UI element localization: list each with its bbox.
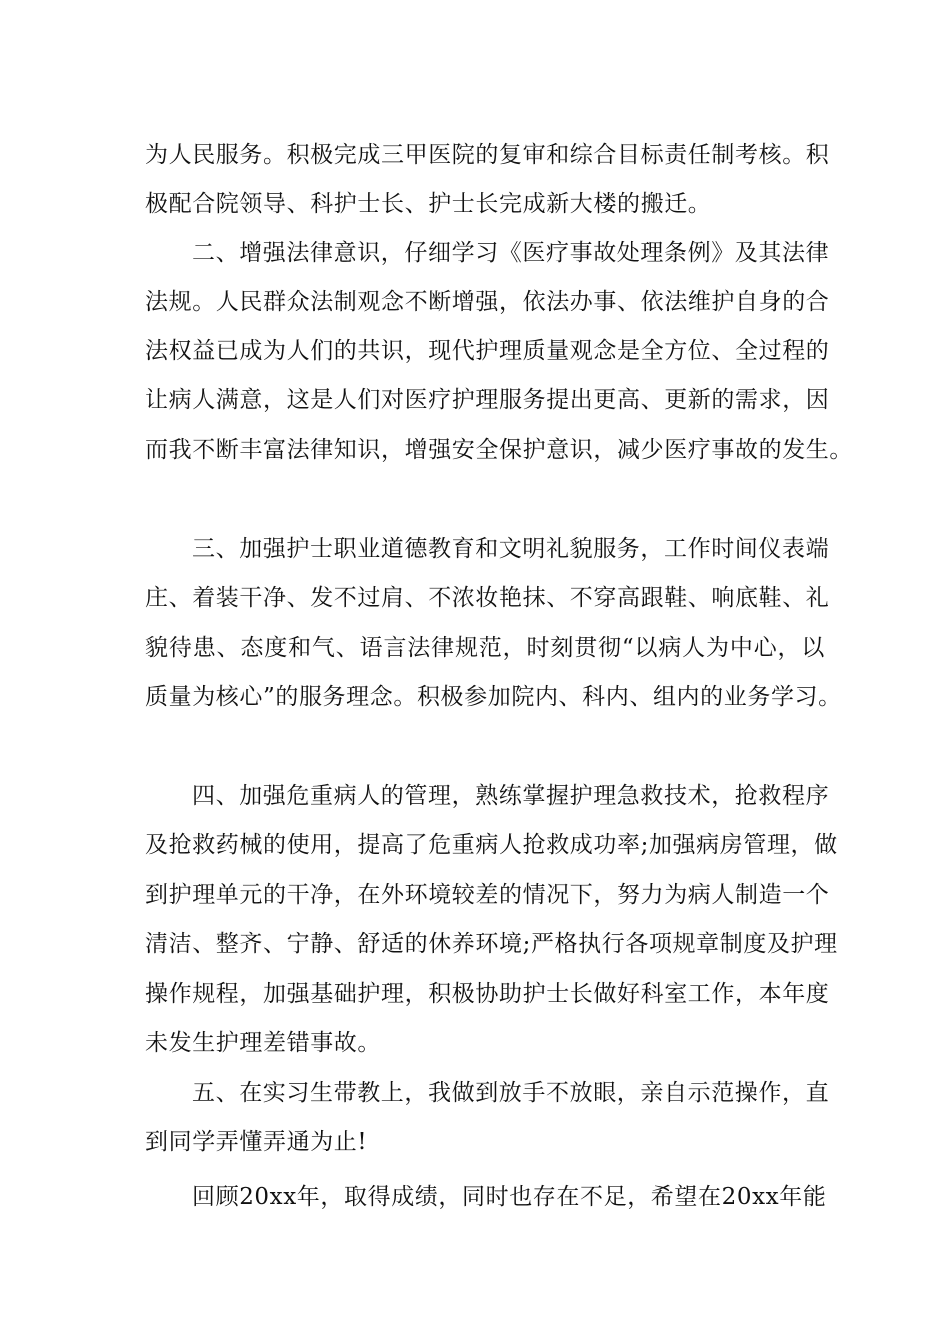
- text-line-2: 极配合院领导、科护士长、护士长完成新大楼的搬迁。: [145, 191, 712, 217]
- text-line-20: 回顾20xx年，取得成绩，同时也存在不足，希望在20xx年能: [192, 1184, 827, 1210]
- text-line-18: 五、在实习生带教上，我做到放手不放眼，亲自示范操作，直: [192, 1080, 830, 1106]
- text-line-10: 貌待患、态度和气、语言法律规范，时刻贯彻“以病人为中心，以: [145, 635, 825, 661]
- text-line-16: 操作规程，加强基础护理，积极协助护士长做好科室工作，本年度: [145, 981, 830, 1007]
- text-line-3: 二、增强法律意识，仔细学习《医疗事故处理条例》及其法律: [192, 240, 830, 266]
- text-line-1: 为人民服务。积极完成三甲医院的复审和综合目标责任制考核。积: [145, 142, 830, 168]
- text-line-6: 让病人满意，这是人们对医疗护理服务提出更高、更新的需求，因: [145, 387, 830, 413]
- text-line-5: 法权益已成为人们的共识，现代护理质量观念是全方位、全过程的: [145, 338, 830, 364]
- text-line-8: 三、加强护士职业道德教育和文明礼貌服务，工作时间仪表端: [192, 536, 830, 562]
- text-line-11: 质量为核心”的服务理念。积极参加院内、科内、组内的业务学习。: [145, 684, 842, 710]
- text-line-13: 及抢救药械的使用，提高了危重病人抢救成功率;加强病房管理，做: [145, 832, 838, 858]
- text-line-19: 到同学弄懂弄通为止!: [145, 1129, 368, 1155]
- text-line-4: 法规。人民群众法制观念不断增强，依法办事、依法维护自身的合: [145, 289, 830, 315]
- text-line-9: 庄、着装干净、发不过肩、不浓妆艳抹、不穿高跟鞋、响底鞋、礼: [145, 585, 830, 611]
- text-line-7: 而我不断丰富法律知识，增强安全保护意识，减少医疗事故的发生。: [145, 437, 853, 463]
- text-line-14: 到护理单元的干净，在外环境较差的情况下，努力为病人制造一个: [145, 882, 830, 908]
- text-line-15: 清洁、整齐、宁静、舒适的休养环境;严格执行各项规章制度及护理: [145, 931, 838, 957]
- text-line-17: 未发生护理差错事故。: [145, 1030, 381, 1056]
- text-line-12: 四、加强危重病人的管理，熟练掌握护理急救技术，抢救程序: [192, 783, 830, 809]
